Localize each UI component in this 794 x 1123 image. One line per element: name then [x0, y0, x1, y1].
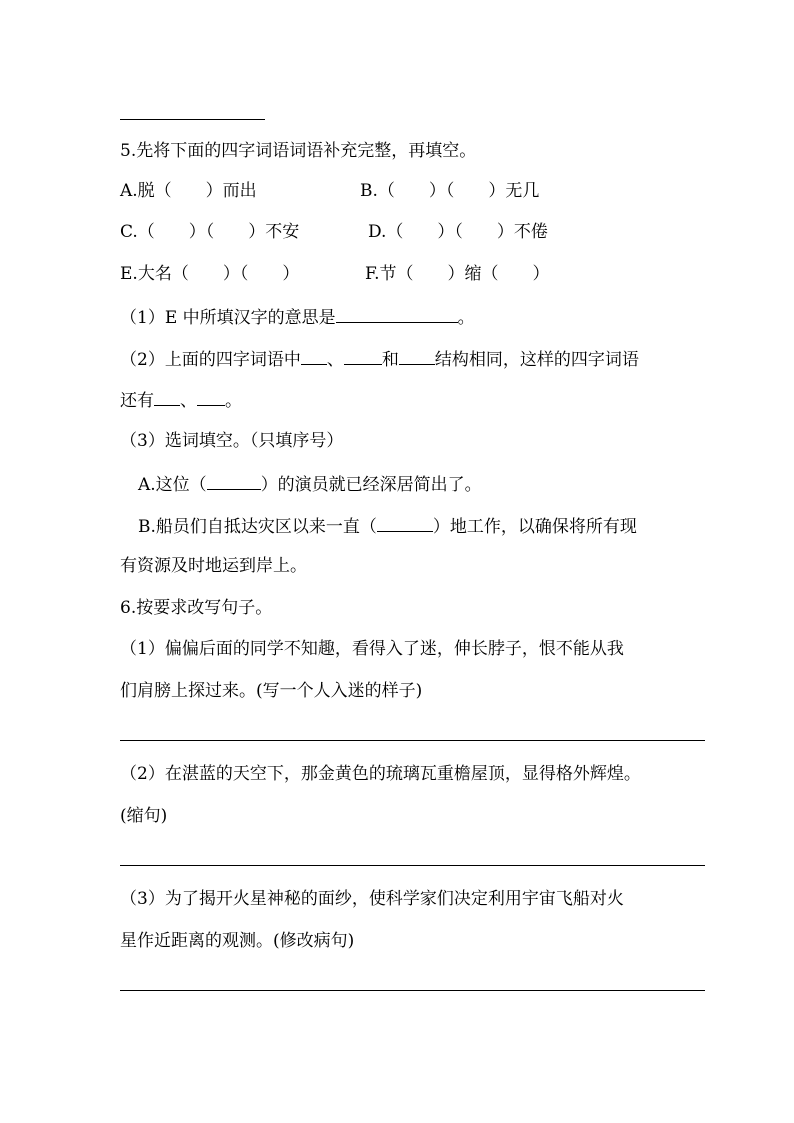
- q5-sub3-b-post: ）地工作，以确保将所有现: [432, 517, 637, 537]
- q5-sub2-blank5[interactable]: [197, 389, 225, 406]
- q5-sub3-b-blank[interactable]: [377, 515, 433, 532]
- q6-s3-answer-line[interactable]: [120, 990, 705, 991]
- q6-s2-line2: (缩句): [120, 806, 168, 826]
- q5-sub3-a: [138, 473, 482, 495]
- q5-title: 5.先将下面的四字词语词语补充完整，再填空。: [120, 141, 477, 161]
- q6-title: 6.按要求改写句子。: [120, 598, 273, 618]
- q6-s1-answer-line[interactable]: [120, 740, 705, 741]
- q5-item-e: E.大名（ ）（ ）: [120, 264, 300, 284]
- q6-s1-line1: （1）偏偏后面的同学不知趣，看得入了迷，伸长脖子，恨不能从我: [120, 639, 624, 659]
- q5-sub2-line1: [120, 348, 639, 370]
- q5-item-c: C.（ ）（ ）不安: [120, 222, 300, 242]
- q5-sub1-end: 。: [457, 308, 475, 328]
- q5-sub2-blank1[interactable]: [301, 348, 327, 365]
- q5-sub2-line2-text: 还有: [120, 391, 154, 411]
- q5-sub3-a-pre: A.这位（: [138, 475, 207, 495]
- q5-sub3-title: （3）选词填空。（只填序号）: [120, 431, 344, 451]
- q5-sub2-blank2[interactable]: [344, 348, 382, 365]
- q5-sub2-end: 。: [225, 391, 242, 411]
- q5-sub2-sep3: 、: [180, 391, 197, 411]
- q6-s2-line1: （2）在湛蓝的天空下，那金黄色的琉璃瓦重檐屋顶，显得格外辉煌。: [120, 764, 641, 784]
- q5-sub3-a-post: ）的演员就已经深居简出了。: [260, 475, 482, 495]
- q5-sub2-sep1: 、: [326, 350, 344, 370]
- q5-sub3-b-pre: B.船员们自抵达灾区以来一直（: [138, 517, 377, 537]
- q5-item-f: F.节（ ）缩（ ）: [365, 264, 550, 284]
- q5-sub2-part1: （2）上面的四字词语中: [120, 350, 301, 370]
- q5-sub1-blank[interactable]: [336, 306, 458, 323]
- top-rule: [120, 119, 265, 120]
- q5-sub2-blank3[interactable]: [399, 348, 435, 365]
- q5-sub2-blank4[interactable]: [154, 389, 180, 406]
- q6-s2-answer-line[interactable]: [120, 865, 705, 866]
- q5-item-a: A.脱（ ）而出: [120, 181, 257, 201]
- q6-s1-line2: 们肩膀上探过来。(写一个人入迷的样子): [120, 681, 423, 701]
- q5-sub3-b: [138, 515, 637, 537]
- q5-sub1-text: （1）E 中所填汉字的意思是: [120, 308, 336, 328]
- q5-sub1: [120, 306, 475, 328]
- q5-item-b: B.（ ）（ ）无几: [360, 181, 540, 201]
- q5-sub2-part2: 结构相同，这样的四字词语: [434, 350, 639, 370]
- q5-item-d: D.（ ）（ ）不倦: [368, 222, 548, 242]
- q6-s3-line1: （3）为了揭开火星神秘的面纱，使科学家们决定利用宇宙飞船对火: [120, 889, 624, 909]
- q5-sub3-a-blank[interactable]: [207, 473, 261, 490]
- q5-sub3-b-line2: 有资源及时地运到岸上。: [120, 556, 307, 576]
- q5-sub2-line2: [120, 389, 242, 411]
- q5-sub2-sep2: 和: [381, 350, 399, 370]
- q6-s3-line2: 星作近距离的观测。(修改病句): [120, 931, 355, 951]
